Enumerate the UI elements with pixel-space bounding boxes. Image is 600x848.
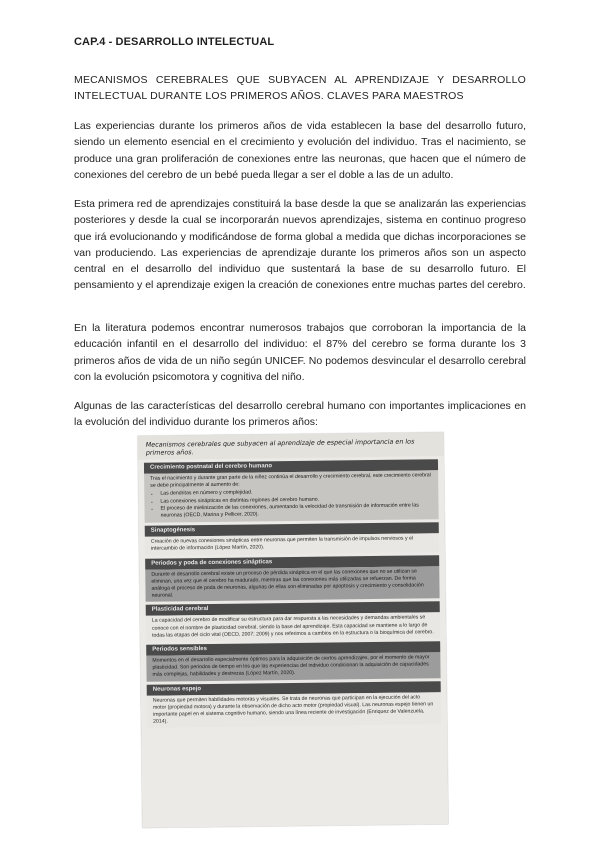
scan-section-heading: Plasticidad cerebral	[146, 602, 440, 617]
scan-bullet-list	[160, 488, 432, 520]
scan-section-heading: Sinaptogénesis	[145, 522, 439, 537]
scan-section-body: Momentos en el desarrollo especialmente óptimos para la adquisición de ciertos aprendizajes, por el momento de mayor plasticidad. Son periodos de tiempo en los que las experiencias del individuo condicionan la adquisición de capacidades más complejas, habilidades y destrezas (López Martín, 2020).	[146, 652, 440, 681]
scan-section-heading: Neuronas espejo	[147, 681, 441, 696]
scan-section-body	[144, 470, 439, 523]
scan-section-body: Durante el desarrollo cerebral existe un proceso de pérdida sináptica en el que las conexiones que no se utilizan se eliminan, una vez que el cerebro ha madurado, mientras que las conexiones más utilizadas se refuerzan. De forma análoga el proceso de poda de neuronas, algunas de ellas son eliminadas por apoptosis y crecimiento y consolidación neuronal.	[145, 566, 439, 602]
scan-bullet: • Las conexiones sinápticas en distintas regiones del cerebro humano.	[160, 495, 432, 506]
scan-section-body: La capacidad del cerebro de modificar su estructura para dar respuesta a las necesidades y demandas ambientales se conoce con el nombre de plasticidad cerebral, siendo la base del aprendizaje. Esta capacidad se mantiene a lo largo de todas las etapas del ciclo vital (OECD, 2007; 2009) y nos referimos a cambios en la estructura o la bioquímica del cerebro.	[146, 613, 440, 642]
scan-section	[145, 522, 439, 555]
scan-section-heading: Crecimiento postnatal del cerebro humano	[144, 459, 438, 474]
scan-section-heading: Periodos sensibles	[146, 641, 440, 656]
scan-section	[146, 602, 440, 642]
paragraph-4: Algunas de las características del desarrollo cerebral humano con importantes implicaciones en la evolución del individuo durante los primeros años:	[74, 400, 526, 429]
scan-section-heading: Periodos y poda de conexiones sinápticas	[145, 555, 439, 570]
scan-section-body: Creación de nuevas conexiones sinápticas entre neuronas que permiten la transmisión de impulsos nerviosos y el intercambio de información (López Martín, 2020).	[145, 533, 439, 555]
scanned-table-image	[138, 432, 449, 828]
scan-section	[144, 459, 439, 523]
scan-section	[146, 641, 440, 681]
scan-section	[147, 681, 442, 728]
scan-bullet: • Las dendritas en número y complejidad.	[160, 488, 432, 499]
section-heading: MECANISMOS CEREBRALES QUE SUBYACEN AL APRENDIZAJE Y DESARROLLO INTELECTUAL DURANTE LOS PRIMEROS AÑOS. CLAVES PARA MAESTROS	[74, 74, 526, 102]
scan-bullet: • El proceso de mielinización de las conexiones, aumentando la velocidad de transmisión de información entre las neuronas (OECD, Marina y Pellicer, 2020).	[160, 502, 432, 520]
scan-section-intro: Tras el nacimiento y durante gran parte de la niñez continúa el desarrollo y crecimiento cerebral, este crecimiento cerebral se debe principalmente al aumento de:	[150, 472, 431, 489]
scan-section	[145, 555, 440, 602]
chapter-title: CAP.4 - DESARROLLO INTELECTUAL	[74, 36, 275, 48]
paragraph-3: En la literatura podemos encontrar numerosos trabajos que corroboran la importancia de la educación infantil en el desarrollo del individuo: el 87% del cerebro se forma durante los 3 primeros años de vida de un niño según UNICEF. No podemos desvincular el desarrollo cerebral con la evolución psicomotora y cognitiva del niño.	[74, 322, 526, 383]
scan-section-body: Neuronas que permiten habilidades motoras y visuales. Se trata de neuronas que participan en la ejecución del acto motor (propiedad motora) y durante la observación de dicho acto motor (propiedad visual). Las neuronas espejo tienen un importante papel en el sistema cognitivo humano, siendo una línea reciente de investigación (Enriquez de Valenzuela, 2014).	[147, 692, 441, 728]
scan-title: Mecanismos cerebrales que subyacen al aprendizaje de especial importancia en los primeros años.	[138, 432, 444, 460]
paragraph-1: Las experiencias durante los primeros años de vida establecen la base del desarrollo futuro, siendo un elemento esencial en el crecimiento y evolución del individuo. Tras el nacimiento, se produce una gran proliferación de conexiones entre las neuronas, que hacen que el número de conexiones del cerebro de un bebé pueda llegar a ser el doble a las de un adulto.	[74, 120, 526, 181]
paragraph-2: Esta primera red de aprendizajes constituirá la base desde la que se analizarán las experiencias posteriores y desde la cual se incorporarán nuevos aprendizajes, sistema en continuo progreso que irá evolucionando y modificándose de forma global a medida que dichas incorporaciones se van produciendo. Las experiencias de aprendizaje durante los primeros años son un aspecto central en el desarrollo del individuo que sustentará la base de su desarrollo futuro. El pensamiento y el aprendizaje exigen la creación de conexiones entre muchas partes del cerebro.	[74, 198, 526, 292]
